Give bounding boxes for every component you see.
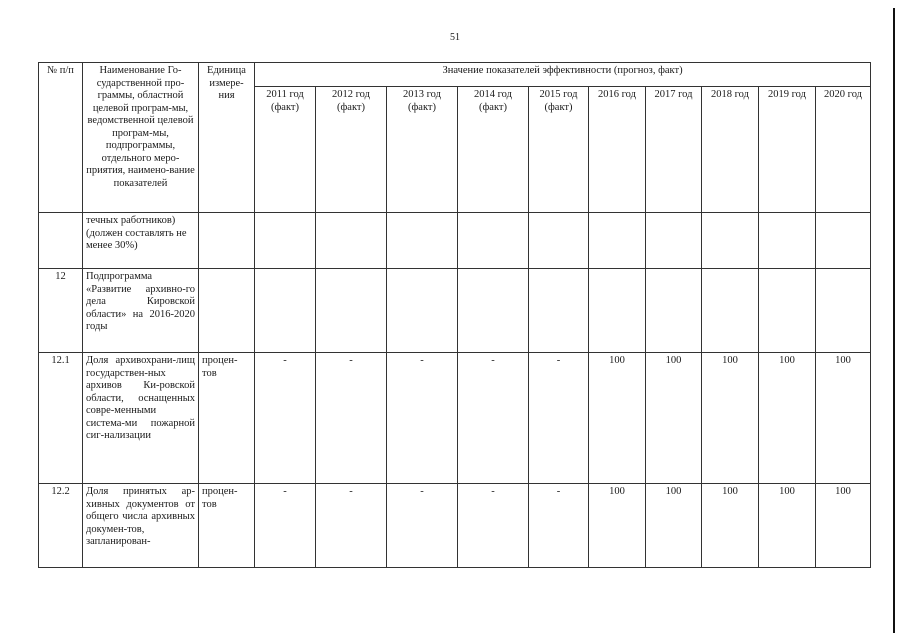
header-year: 2018 год	[702, 87, 759, 213]
value-cell	[387, 269, 458, 353]
row-num: 12	[39, 269, 83, 353]
row-unit: процен-тов	[199, 484, 255, 568]
value-cell	[458, 269, 529, 353]
value-cell: 100	[589, 353, 646, 484]
header-name: Наименование Го-сударственной про-граммы, областной целевой програм-мы, ведомственной целевой програм-мы, подпрограммы, отдельного меро-приятия, наимено-вание показателей	[83, 63, 199, 213]
value-cell	[646, 213, 702, 269]
value-cell	[589, 213, 646, 269]
row-unit	[199, 269, 255, 353]
indicators-table	[38, 62, 871, 568]
header-year: 2011 год (факт)	[255, 87, 316, 213]
value-cell	[529, 269, 589, 353]
header-year: 2015 год (факт)	[529, 87, 589, 213]
value-cell: -	[458, 484, 529, 568]
value-cell	[816, 213, 871, 269]
value-cell	[316, 213, 387, 269]
row-name: Подпрограмма «Развитие архивно-го дела Кировской области» на 2016-2020 годы	[83, 269, 199, 353]
page-number: 51	[450, 32, 460, 43]
header-year: 2020 год	[816, 87, 871, 213]
table-row	[39, 213, 871, 269]
table-row	[39, 269, 871, 353]
value-cell	[387, 213, 458, 269]
value-cell: -	[316, 484, 387, 568]
row-name: течных работников) (должен составлять не менее 30%)	[83, 213, 199, 269]
header-year: 2014 год (факт)	[458, 87, 529, 213]
header-year: 2019 год	[759, 87, 816, 213]
value-cell: 100	[646, 353, 702, 484]
header-unit: Единица измере-ния	[199, 63, 255, 213]
value-cell: 100	[646, 484, 702, 568]
page-edge-line	[893, 8, 895, 633]
value-cell	[759, 213, 816, 269]
header-year: 2013 год (факт)	[387, 87, 458, 213]
value-cell	[646, 269, 702, 353]
table-row	[39, 353, 871, 484]
value-cell: -	[387, 484, 458, 568]
value-cell: -	[387, 353, 458, 484]
value-cell: -	[316, 353, 387, 484]
value-cell: 100	[759, 484, 816, 568]
value-cell	[589, 269, 646, 353]
value-cell: 100	[759, 353, 816, 484]
value-cell: -	[529, 484, 589, 568]
value-cell	[255, 269, 316, 353]
row-num: 12.1	[39, 353, 83, 484]
row-unit	[199, 213, 255, 269]
value-cell: 100	[816, 353, 871, 484]
value-cell	[816, 269, 871, 353]
header-values-group: Значение показателей эффективности (прогноз, факт)	[255, 63, 871, 87]
value-cell: -	[255, 353, 316, 484]
value-cell: 100	[702, 353, 759, 484]
value-cell	[759, 269, 816, 353]
table-row	[39, 484, 871, 568]
row-name: Доля принятых ар-хивных документов от общего числа архивных докумен-тов, запланирован-	[83, 484, 199, 568]
header-year: 2017 год	[646, 87, 702, 213]
row-unit: процен-тов	[199, 353, 255, 484]
value-cell: 100	[816, 484, 871, 568]
header-row	[39, 63, 871, 87]
value-cell	[255, 213, 316, 269]
value-cell	[316, 269, 387, 353]
value-cell: 100	[702, 484, 759, 568]
value-cell: -	[255, 484, 316, 568]
value-cell	[702, 269, 759, 353]
header-year: 2016 год	[589, 87, 646, 213]
value-cell: 100	[589, 484, 646, 568]
value-cell: -	[529, 353, 589, 484]
value-cell: -	[458, 353, 529, 484]
value-cell	[458, 213, 529, 269]
value-cell	[702, 213, 759, 269]
row-num: 12.2	[39, 484, 83, 568]
row-name: Доля архивохрани-лищ государствен-ных архивов Ки-ровской области, оснащенных совре-менными система-ми пожарной сиг-нализации	[83, 353, 199, 484]
header-year: 2012 год (факт)	[316, 87, 387, 213]
header-num: № п/п	[39, 63, 83, 213]
row-num	[39, 213, 83, 269]
value-cell	[529, 213, 589, 269]
